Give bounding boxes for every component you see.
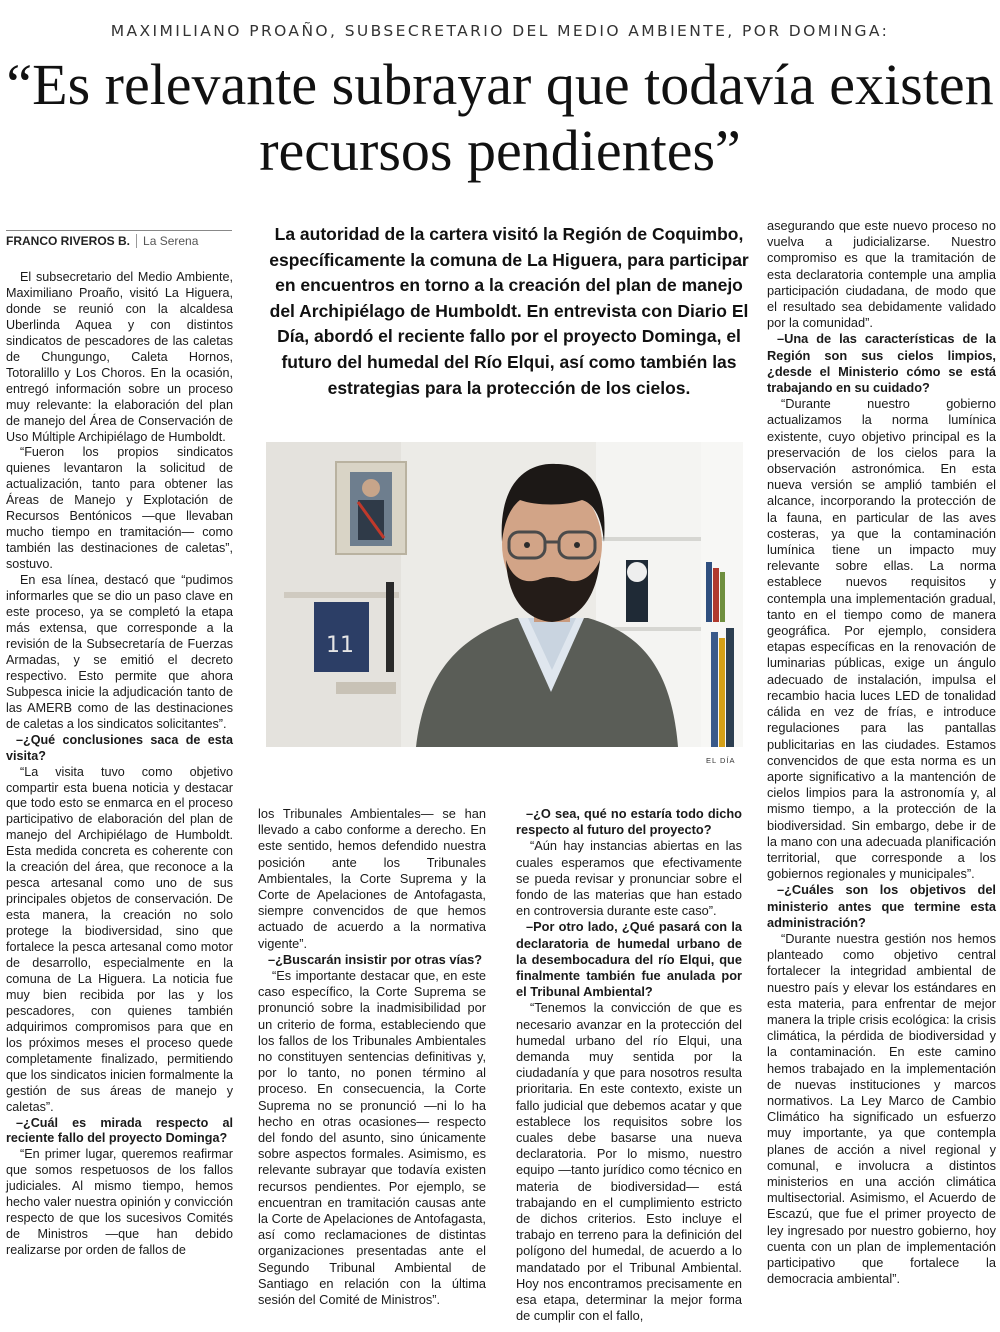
paragraph: “Es importante destacar que, en este caso específico, la Corte Suprema se pronunció sobre la inadmisibilidad por un criterio de forma, estableciendo que los fallos de los Tribunales Ambientales no constituyen sentencias definitivas y, por lo tanto, no ponen término al proceso. En consecuencia, la Corte Suprema no se pronunció —ni lo ha hecho en otras ocasiones— respecto del fondo del asunto, sino únicamente sobre aspectos formales. Asimismo, es relevante subrayar que todavía existen recursos pendientes. Por ejemplo, se encuentran en tramitación causas ante la Corte de Apelaciones de Antofagasta, así como reclamaciones de distintas organizaciones presentadas ante el Segundo Tribunal Ambiental de Santiago en relación con la última sesión del Comité de Ministros”. <box>258 968 486 1308</box>
byline-location: La Serena <box>143 234 199 248</box>
article-column-3 <box>516 806 742 1325</box>
article-headline: “Es relevante subrayar que todavía existen recursos pendientes” <box>6 52 994 183</box>
article-column-1 <box>6 270 233 1259</box>
article-column-4 <box>767 218 996 1287</box>
photo-credit: EL DÍA <box>706 756 736 765</box>
portrait-photo <box>266 442 743 747</box>
paragraph: “Aún hay instancias abiertas en las cuales esperamos que efectivamente se pueda revisar y pronunciar sobre el fondo de las materias que han estado en controversia durante este caso”. <box>516 838 742 919</box>
paragraph: asegurando que este nuevo proceso no vuelva a judicializarse. Nuestro compromiso es que la tramitación de esta declaratoria contemple una amplia participación ciudadana, de modo que el resultado sea debidamente validado por la comunidad”. <box>767 218 996 331</box>
interview-question: –¿Cuáles son los objetivos del ministerio antes que termine esta administración? <box>767 882 996 930</box>
interview-question: –¿Cuál es mirada respecto al reciente fallo del proyecto Dominga? <box>6 1115 233 1146</box>
paragraph: “Tenemos la convicción de que es necesario avanzar en la protección del humedal urbano del río Elqui, una demanda muy sentida por la ciudadanía y que para nosotros resulta prioritaria. En este contexto, existe un fallo judicial que debemos acatar y que establece los requisitos sobre los cuales debe basarse una nueva declaratoria. Por lo mismo, nuestro equipo —tanto jurídico como técnico en materia de biodiversidad— está trabajando en el cumplimiento estricto de dichos criterios. Esto incluye el trabajo en terreno para la definición del polígono del humedal, de acuerdo a lo mandatado por el Tribunal Ambiental. Hoy nos encontramos precisamente en esa etapa, determinar la mejor forma de cumplir con el fallo, <box>516 1000 742 1324</box>
paragraph: “En primer lugar, queremos reafirmar que somos respetuosos de los fallos judiciales. Al mismo tiempo, hemos hecho valer nuestra opinión y convicción respecto de que los sucesivos Comités de Ministros —que han debido realizarse por orden de fallos de <box>6 1147 233 1258</box>
paragraph: “La visita tuvo como objetivo compartir esta buena noticia y destacar que todo esto se enmarca en el proceso participativo de elaboración del plan de manejo del Archipiélago de Humboldt. Esta medida concreta es coherente con la creación del área, que reconoce a la pesca artesanal como uno de sus principales objetos de conservación. De esta manera, la creación no solo protege la biodiversidad, sino que fortalece la pesca artesanal como motor de desarrollo, especialmente en la comuna de La Higuera. La noticia fue muy bien recibida por las y los pescadores, con quienes también adquirimos compromisos para que en los próximos meses el proceso quede completamente finalizado, permitiendo que los sindicatos inicien formalmente la gestión de sus áreas de manejo y caletas”. <box>6 764 233 1114</box>
paragraph: “Fueron los propios sindicatos quienes levantaron la solicitud de actualización, tanto para obtener las Áreas de Manejo y Explotación de Recursos Bentónicos —que llevaban mucho tiempo en tramitación— como también las destinaciones de caletas”, sostuvo. <box>6 445 233 572</box>
byline-divider <box>136 234 137 248</box>
article-kicker: MAXIMILIANO PROAÑO, SUBSECRETARIO DEL MEDIO AMBIENTE, POR DOMINGA: <box>110 22 890 40</box>
paragraph: El subsecretario del Medio Ambiente, Maximiliano Proaño, visitó La Higuera, donde se reunió con la alcaldesa Uberlinda Aquea y con distintos sindicatos de pescadores de las caletas de Chungungo, Caleta Hornos, Totoralillo y Los Choros. En la ocasión, entregó información sobre un proceso muy relevante: la elaboración del plan de manejo del Área de Conservación de Uso Múltiple Archipiélago de Humboldt. <box>6 270 233 444</box>
paragraph: En esa línea, destacó que “pudimos informarles que se dio un paso clave en este proceso, ya se completó la etapa más extensa, que corresponde a la revisión de la Subsecretaría de Fuerzas Armadas, y se emitió el decreto respectivo. Esto permite que ahora Subpesca inicie la adjudicación tanto de las AMERB como de las destinaciones de caletas a los sindicatos solicitantes”. <box>6 573 233 731</box>
svg-text:11: 11 <box>326 633 354 658</box>
paragraph: “Durante nuestro gobierno actualizamos la norma lumínica existente, cuyo objetivo principal es la preservación de los cielos para la observación astronómica. En esta nueva versión se amplió también el alcance, incorporando la protección de la fauna, en particular de las aves costeras, ya que la contaminación lumínica tiene un impacto muy relevante sobre ellas. La norma establece nuevos requisitos y contempla una implementación gradual, tanto en el tiempo como de manera geográfica. Por ejemplo, considera etapas específicas en la renovación de luminarias públicas, exige un ángulo adecuado de instalación, impulsa el recambio hacia luces LED de tonalidad cálida en vez de frías, e introduce regulaciones para las pantallas publicitarias en las ciudades. Estamos convencidos de que esta norma es un aporte significativo a la mantención de cielos limpios para la astronomía y, al mismo tiempo, a la protección de la biodiversidad. Sin embargo, debe ir de la mano con una adecuada planificación territorial, que corresponde a los gobiernos regionales y municipales”. <box>767 396 996 882</box>
article-column-2 <box>258 806 486 1308</box>
interview-question: –Por otro lado, ¿Qué pasará con la declaratoria de humedal urbano de la desembocadura del río Elqui, que finalmente también fue anulada por el Tribunal Ambiental? <box>516 919 742 1000</box>
interview-question: –¿O sea, qué no estaría todo dicho respecto al futuro del proyecto? <box>516 806 742 838</box>
paragraph: los Tribunales Ambientales— se han llevado a cabo conforme a derecho. En este sentido, hemos defendido nuestra posición ante los Tribunales Ambientales, la Corte Suprema y la Corte de Apelaciones de Antofagasta, siempre convencidos de que hemos actuado de acuerdo a la normativa vigente”. <box>258 806 486 951</box>
interview-question: –¿Buscarán insistir por otras vías? <box>268 951 483 967</box>
interview-question: –Una de las características de la Región son sus cielos limpios, ¿desde el Ministerio cómo se está trabajando en su cuidado? <box>767 331 996 396</box>
interview-question: –¿Qué conclusiones saca de esta visita? <box>6 732 233 763</box>
byline <box>6 230 232 248</box>
byline-author: FRANCO RIVEROS B. <box>6 234 131 248</box>
article-lead: La autoridad de la cartera visitó la Región de Coquimbo, específicamente la comuna de La Higuera, para participar en encuentros en torno a la creación del plan de manejo del Archipiélago de Humboldt. En entrevista con Diario El Día, abordó el reciente fallo por el proyecto Dominga, el futuro del humedal del Río Elqui, así como también las estrategias para la protección de los cielos. <box>269 224 749 398</box>
paragraph: “Durante nuestra gestión nos hemos planteado como objetivo central fortalecer la integridad ambiental de nuestro país y elevar los estándares en esta materia, para enfrentar de mejor manera la triple crisis ecológica: la crisis climática, la pérdida de biodiversidad y la contaminación. En este camino hemos trabajado en la implementación de nuevas instituciones y marcos normativos. La Ley Marco de Cambio Climático ha significado un esfuerzo muy importante, ya que contempla planes de acción a nivel regional y comunal, e involucra a distintos ministerios en una acción climática multisectorial. Asimismo, el Acuerdo de Escazú, que fue el primer proyecto de ley ingresado por nuestro gobierno, hoy cuenta con un plan de implementación participativo que fortalece la democracia ambiental”. <box>767 930 996 1287</box>
